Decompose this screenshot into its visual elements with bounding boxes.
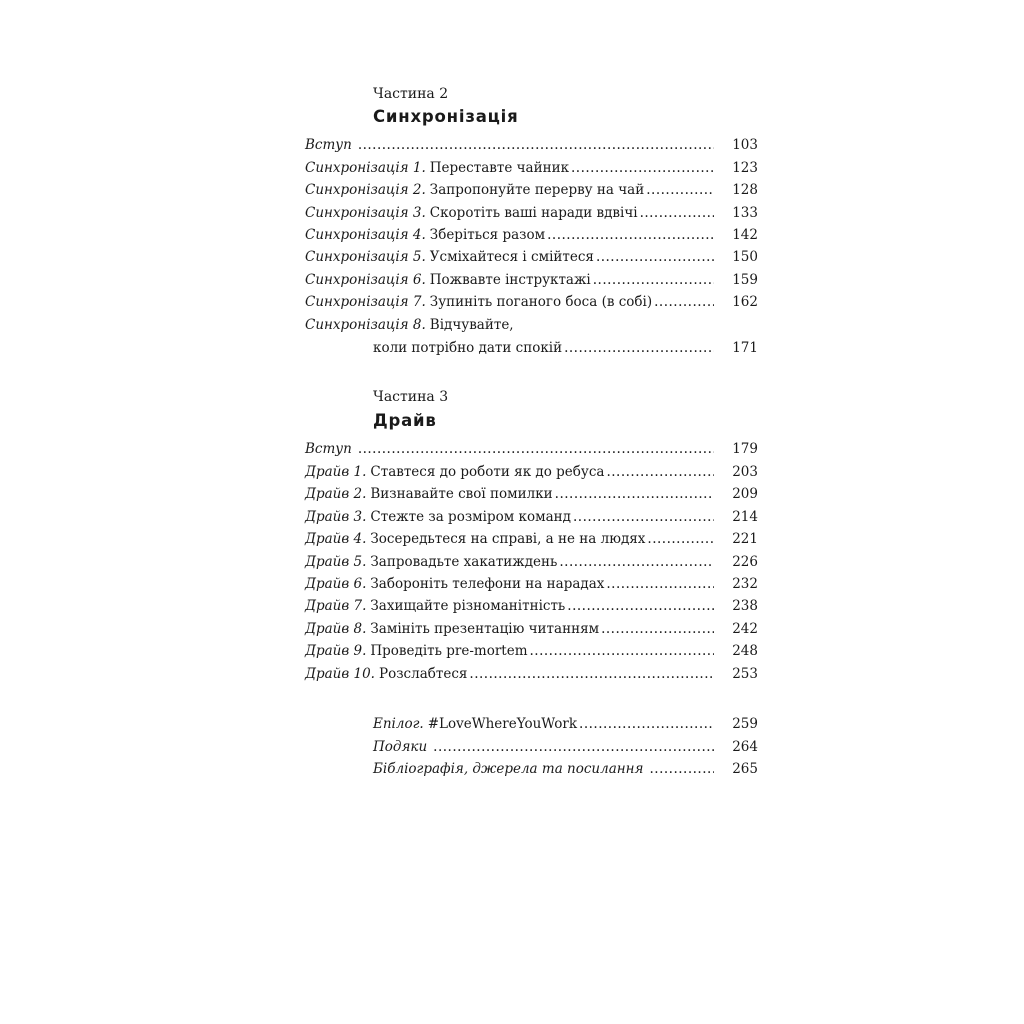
page-number: 128	[732, 182, 758, 198]
entry-label: Драйв 1.	[305, 464, 367, 480]
toc-entry	[305, 134, 758, 156]
toc-entry	[305, 528, 758, 550]
part-title: Драйв	[373, 411, 437, 430]
toc-entry	[305, 573, 758, 595]
entry-title: Ставтеся до роботи як до ребуса	[370, 464, 605, 480]
dot-leader	[646, 179, 714, 201]
page-number: 242	[732, 621, 758, 637]
toc-entry	[305, 269, 758, 291]
dot-leader	[606, 461, 714, 483]
dot-leader	[530, 640, 714, 662]
entry-title: Запропонуйте перерву на чай	[429, 182, 645, 198]
entry-label: Синхронізація 5.	[305, 249, 426, 265]
page-number: 226	[732, 554, 758, 570]
page-number: 248	[732, 643, 758, 659]
page-number: 171	[732, 340, 758, 356]
page-number: 133	[732, 205, 758, 221]
toc-entry	[305, 224, 758, 246]
page-number: 253	[732, 666, 758, 682]
entry-title: Визнавайте свої помилки	[370, 486, 553, 502]
dot-leader	[573, 506, 714, 528]
dot-leader	[649, 758, 714, 780]
dot-leader	[564, 337, 714, 359]
toc-entry	[305, 618, 758, 640]
toc-entry	[373, 713, 758, 735]
dot-leader	[640, 202, 714, 224]
toc-entry	[305, 179, 758, 201]
dot-leader	[647, 528, 714, 550]
entry-label: Синхронізація 8.	[305, 317, 426, 333]
entry-label: Драйв 2.	[305, 486, 367, 502]
entry-label: Синхронізація 3.	[305, 205, 426, 221]
entry-label: Синхронізація 1.	[305, 160, 426, 176]
page-number: 265	[732, 761, 758, 777]
toc-entry	[305, 640, 758, 662]
page-number: 214	[732, 509, 758, 525]
page-number: 238	[732, 598, 758, 614]
entry-label: Драйв 5.	[305, 554, 367, 570]
toc-entry	[373, 758, 758, 780]
entry-title: Розслабтеся	[378, 666, 468, 682]
entry-label: Драйв 4.	[305, 531, 367, 547]
dot-leader	[596, 246, 714, 268]
entry-title: Проведіть pre-mortem	[370, 643, 528, 659]
toc-entry	[373, 736, 758, 758]
dot-leader	[358, 134, 714, 156]
entry-label: Вступ	[305, 441, 352, 457]
dot-leader	[358, 438, 714, 460]
entry-title: Пожвавте інструктажі	[429, 272, 591, 288]
entry-label: Драйв 8.	[305, 621, 367, 637]
entry-label: Бібліографія, джерела та посилання	[373, 761, 644, 777]
page-number: 162	[732, 294, 758, 310]
entry-title: коли потрібно дати спокій	[373, 340, 563, 356]
entry-label: Вступ	[305, 137, 352, 153]
page-number: 203	[732, 464, 758, 480]
toc-entry	[305, 202, 758, 224]
dot-leader	[469, 663, 714, 685]
entry-title: Скоротіть ваші наради вдвічі	[429, 205, 638, 221]
dot-leader	[547, 224, 714, 246]
dot-leader	[579, 713, 714, 735]
entry-title: Зосередьтеся на справі, а не на людях	[370, 531, 646, 547]
entry-title: Переставте чайник	[429, 160, 570, 176]
page-number: 159	[732, 272, 758, 288]
entry-label: Синхронізація 6.	[305, 272, 426, 288]
page-number: 123	[732, 160, 758, 176]
entry-title: Відчувайте,	[429, 317, 514, 333]
entry-label: Синхронізація 4.	[305, 227, 426, 243]
toc-entry-continuation	[373, 337, 758, 359]
entry-label: Синхронізація 7.	[305, 294, 426, 310]
dot-leader	[606, 573, 714, 595]
entry-label: Синхронізація 2.	[305, 182, 426, 198]
dot-leader	[593, 269, 714, 291]
page-number: 264	[732, 739, 758, 755]
entry-title: Замініть презентацію читанням	[370, 621, 600, 637]
part-label: Частина 2	[373, 86, 449, 102]
page-number: 221	[732, 531, 758, 547]
entry-title: #LoveWhereYouWork	[427, 716, 578, 732]
toc-entry	[305, 551, 758, 573]
page-number: 103	[732, 137, 758, 153]
dot-leader	[654, 291, 714, 313]
dot-leader	[555, 483, 714, 505]
toc-entry	[305, 595, 758, 617]
toc-entry	[305, 461, 758, 483]
toc-entry	[305, 246, 758, 268]
entry-title: Запровадьте хакатиждень	[370, 554, 558, 570]
toc-entry	[305, 438, 758, 460]
entry-label: Драйв 3.	[305, 509, 367, 525]
entry-label: Драйв 9.	[305, 643, 367, 659]
entry-title: Стежте за розміром команд	[370, 509, 571, 525]
entry-title: Зберіться разом	[429, 227, 546, 243]
entry-title: Зупиніть поганого боса (в собі)	[429, 294, 653, 310]
entry-label: Подяки	[373, 739, 428, 755]
toc-entry	[305, 663, 758, 685]
entry-label: Драйв 6.	[305, 576, 367, 592]
entry-title: Усміхайтеся і смійтеся	[429, 249, 594, 265]
toc-entry	[305, 483, 758, 505]
entry-label: Драйв 10.	[305, 666, 375, 682]
dot-leader	[559, 551, 714, 573]
page-number: 259	[732, 716, 758, 732]
entry-title: Захищайте різноманітність	[370, 598, 566, 614]
page-number: 142	[732, 227, 758, 243]
page-number: 209	[732, 486, 758, 502]
page-number: 232	[732, 576, 758, 592]
dot-leader	[567, 595, 714, 617]
toc-entry	[305, 291, 758, 313]
toc-entry	[305, 157, 758, 179]
entry-title: Забороніть телефони на нарадах	[370, 576, 605, 592]
part-title: Синхронізація	[373, 107, 519, 126]
toc-entry	[305, 314, 758, 336]
dot-leader	[571, 157, 714, 179]
part-label: Частина 3	[373, 389, 449, 405]
toc-entry	[305, 506, 758, 528]
dot-leader	[433, 736, 714, 758]
page-number: 150	[732, 249, 758, 265]
entry-label: Епілог.	[373, 716, 424, 732]
dot-leader	[601, 618, 714, 640]
entry-label: Драйв 7.	[305, 598, 367, 614]
page-number: 179	[732, 441, 758, 457]
